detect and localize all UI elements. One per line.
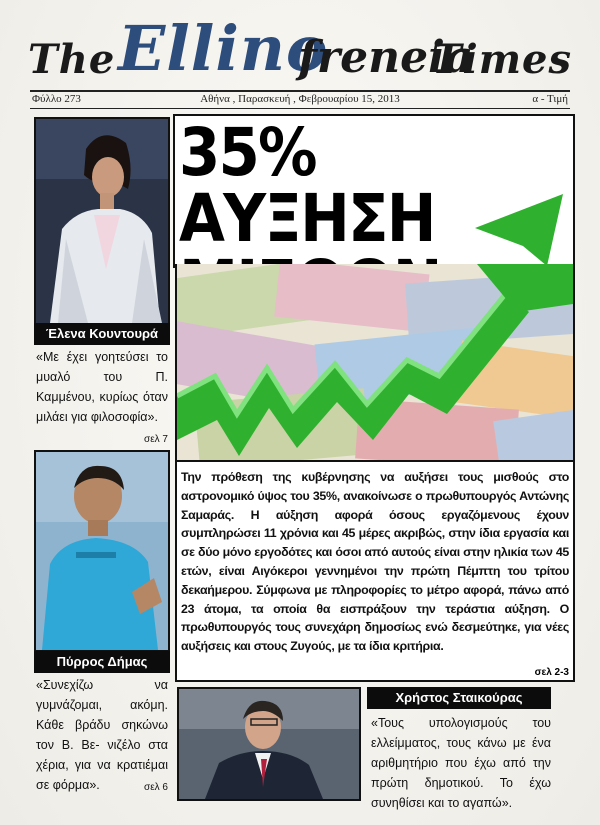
quote-text: «Με έχει γοητεύσει το μυαλό του Π. Καμμένου, κυρίως όταν μιλάει για φιλοσοφία». xyxy=(36,350,168,424)
profile-quote-dimas xyxy=(36,675,168,798)
left-column xyxy=(28,113,170,803)
article-body: Την πρόθεση της κυβέρνησης να αυξήσει τους μισθούς στο αστρονομικό ύψος του 35%, ανακοίνωσε ο πρωθυπουργός Αντώνης Σαμαράς. Η αύξηση αφορά όσους εργαζόμενους έχουν συμπληρώσει 11 χρόνια και 45 μέρες ακριβώς, στην ίδια εργασία και σε δύο μόνο εργοδότες και όσοι από αυτούς είναι στην ηλικία των 45 ετών, είναι Αιγόκεροι γεννημένοι την πρώτη Πέμπτη του τρίτου δεκαήμερου. Σύμφωνα με πληροφορίες το μέτρο αφορά, πάνω από 23 άτομα, τα οποία θα εισπράξουν την τεράστια αύξηση. Ο πρωθυπουργός τους συνεχάρη δημοσίως ενώ δεσμεύτηκε, για νέες αυξήσεις και στους Ζυγούς, με τα ίδια κριτήρια. xyxy=(181,470,569,654)
quote-text: «Συνεχίζω να γυμνάζομαι, ακόμη. Κάθε βράδυ σηκώνω τον Β. Βε- νιζέλο στα χέρια, για να κρατιέμαι σε φόρμα». xyxy=(36,678,168,792)
profile-photo-staikouras xyxy=(177,687,361,801)
profile-photo-kountoura xyxy=(34,117,170,325)
headline-line-1: 35% ΑΥΞΗΣΗ xyxy=(179,114,435,257)
profile-quote-staikouras: «Τους υπολογισμούς του ελλείμματος, τους κάνω με ένα αριθμητήριο που έχω από την πρώτη δημοτικού. Το έχω συνηθίσει και το αγαπώ». xyxy=(371,716,551,810)
masthead-times: Times xyxy=(431,36,572,83)
page-ref: σελ 7 xyxy=(144,434,168,445)
issue-date: Αθήνα , Παρασκευή , Φεβρουαρίου 15, 2013 xyxy=(200,93,400,105)
headline-box xyxy=(173,114,575,268)
masthead-ellino: Ellino xyxy=(118,12,329,85)
profile-photo-dimas xyxy=(34,450,170,652)
man-portrait-icon xyxy=(36,452,168,650)
profile-name-kountoura: Έλενα Κουντουρά xyxy=(34,323,170,345)
dateline xyxy=(30,90,570,109)
woman-portrait-icon xyxy=(36,119,168,323)
profile-quote-kountoura xyxy=(36,347,168,450)
man-in-suit-icon xyxy=(179,689,359,799)
main-article xyxy=(175,462,575,682)
rising-arrow-icon xyxy=(177,264,573,460)
page-ref: σελ 6 xyxy=(144,782,168,793)
article-page-ref: σελ 2-3 xyxy=(534,667,569,678)
profile-name-dimas: Πύρρος Δήμας xyxy=(34,651,170,673)
issue-price: α - Τιμή xyxy=(532,93,568,105)
masthead xyxy=(20,8,580,86)
issue-number: Φύλλο 273 xyxy=(32,93,81,105)
euro-banknotes-image xyxy=(175,264,575,462)
masthead-the: The xyxy=(28,36,116,83)
profile-name-staikouras: Χρήστος Σταικούρας xyxy=(367,687,551,709)
profile-staikouras xyxy=(175,681,571,810)
arrow-head-icon xyxy=(175,116,573,266)
masthead-freneia: freneia xyxy=(298,32,474,83)
